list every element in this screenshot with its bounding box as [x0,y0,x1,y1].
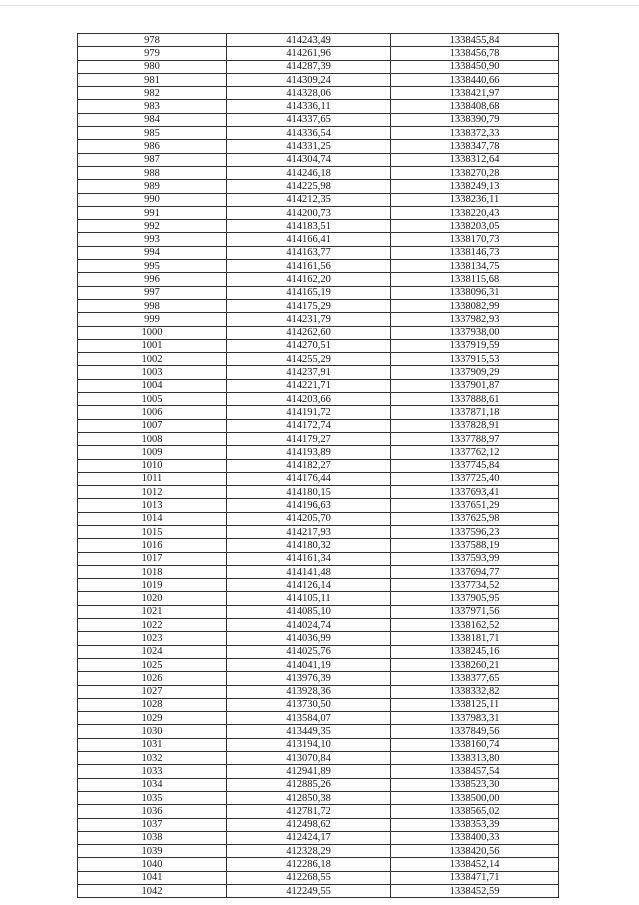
point-number-cell: 1005 [78,393,227,406]
point-number-cell: 1025 [78,658,227,671]
point-number-cell: 984 [78,113,227,126]
x-coordinate-cell: 414126,14 [227,579,391,592]
x-coordinate-cell: 414165,19 [227,286,391,299]
table-row [78,805,559,818]
point-number-cell: 1001 [78,339,227,352]
table-row [78,552,559,565]
table-row [78,353,559,366]
table-row [78,166,559,179]
point-number-cell: 1006 [78,406,227,419]
y-coordinate-cell: 1338181,71 [391,632,559,645]
x-coordinate-cell: 414221,71 [227,379,391,392]
y-coordinate-cell: 1337762,12 [391,446,559,459]
y-coordinate-cell: 1338456,78 [391,47,559,60]
y-coordinate-cell: 1337625,98 [391,512,559,525]
y-coordinate-cell: 1338220,43 [391,206,559,219]
y-coordinate-cell: 1337971,56 [391,605,559,618]
point-number-cell: 1038 [78,831,227,844]
table-row [78,220,559,233]
y-coordinate-cell: 1338420,56 [391,845,559,858]
y-coordinate-cell: 1338260,21 [391,658,559,671]
point-number-cell: 1021 [78,605,227,618]
table-row [78,406,559,419]
point-number-cell: 1009 [78,446,227,459]
table-row [78,339,559,352]
point-number-cell: 1004 [78,379,227,392]
x-coordinate-cell: 414182,27 [227,459,391,472]
y-coordinate-cell: 1337982,93 [391,313,559,326]
x-coordinate-cell: 414237,91 [227,366,391,379]
point-number-cell: 1042 [78,885,227,898]
table-row [78,858,559,871]
table-row [78,539,559,552]
x-coordinate-cell: 414203,66 [227,393,391,406]
point-number-cell: 982 [78,87,227,100]
scan-edge-line [0,5,639,6]
y-coordinate-cell: 1337725,40 [391,472,559,485]
y-coordinate-cell: 1337788,97 [391,432,559,445]
point-number-cell: 988 [78,166,227,179]
point-number-cell: 1028 [78,698,227,711]
x-coordinate-cell: 414179,27 [227,432,391,445]
table-row [78,366,559,379]
table-row [78,140,559,153]
point-number-cell: 1033 [78,765,227,778]
table-row [78,233,559,246]
y-coordinate-cell: 1338347,78 [391,140,559,153]
x-coordinate-cell: 414231,79 [227,313,391,326]
table-row [78,712,559,725]
table-row [78,286,559,299]
y-coordinate-cell: 1337938,00 [391,326,559,339]
y-coordinate-cell: 1337694,77 [391,565,559,578]
table-row [78,193,559,206]
x-coordinate-cell: 412328,29 [227,845,391,858]
table-row [78,113,559,126]
y-coordinate-cell: 1338452,14 [391,858,559,871]
y-coordinate-cell: 1337871,18 [391,406,559,419]
y-coordinate-cell: 1337901,87 [391,379,559,392]
x-coordinate-cell: 412885,26 [227,778,391,791]
table-row [78,472,559,485]
point-number-cell: 1013 [78,499,227,512]
point-number-cell: 1037 [78,818,227,831]
point-number-cell: 1019 [78,579,227,592]
y-coordinate-cell: 1338134,75 [391,260,559,273]
y-coordinate-cell: 1338523,30 [391,778,559,791]
point-number-cell: 999 [78,313,227,326]
point-number-cell: 993 [78,233,227,246]
y-coordinate-cell: 1337593,99 [391,552,559,565]
table-row [78,153,559,166]
point-number-cell: 1031 [78,738,227,751]
y-coordinate-cell: 1338236,11 [391,193,559,206]
table-row [78,34,559,47]
y-coordinate-cell: 1338452,59 [391,885,559,898]
table-row [78,645,559,658]
point-number-cell: 990 [78,193,227,206]
table-row [78,778,559,791]
table-row [78,87,559,100]
x-coordinate-cell: 414328,06 [227,87,391,100]
y-coordinate-cell: 1338408,68 [391,100,559,113]
table-row [78,326,559,339]
table-row [78,871,559,884]
x-coordinate-cell: 414166,41 [227,233,391,246]
point-number-cell: 1002 [78,353,227,366]
point-number-cell: 1029 [78,712,227,725]
x-coordinate-cell: 414331,25 [227,140,391,153]
x-coordinate-cell: 414180,32 [227,539,391,552]
point-number-cell: 1022 [78,619,227,632]
y-coordinate-cell: 1338353,39 [391,818,559,831]
y-coordinate-cell: 1338500,00 [391,791,559,804]
x-coordinate-cell: 414161,56 [227,260,391,273]
x-coordinate-cell: 414225,98 [227,180,391,193]
table-row [78,499,559,512]
x-coordinate-cell: 413584,07 [227,712,391,725]
point-number-cell: 1016 [78,539,227,552]
table-row [78,818,559,831]
y-coordinate-cell: 1338162,52 [391,619,559,632]
y-coordinate-cell: 1338203,05 [391,220,559,233]
y-coordinate-cell: 1338125,11 [391,698,559,711]
y-coordinate-cell: 1337828,91 [391,419,559,432]
y-coordinate-cell: 1337745,84 [391,459,559,472]
point-number-cell: 1008 [78,432,227,445]
table-row [78,260,559,273]
point-number-cell: 1024 [78,645,227,658]
point-number-cell: 1026 [78,672,227,685]
y-coordinate-cell: 1338372,33 [391,127,559,140]
x-coordinate-cell: 414255,29 [227,353,391,366]
x-coordinate-cell: 414200,73 [227,206,391,219]
x-coordinate-cell: 414085,10 [227,605,391,618]
x-coordinate-cell: 414163,77 [227,246,391,259]
table-row [78,672,559,685]
y-coordinate-cell: 1338313,80 [391,752,559,765]
y-coordinate-cell: 1338471,71 [391,871,559,884]
x-coordinate-cell: 412424,17 [227,831,391,844]
x-coordinate-cell: 414162,20 [227,273,391,286]
y-coordinate-cell: 1338377,65 [391,672,559,685]
table-row [78,632,559,645]
x-coordinate-cell: 414336,54 [227,127,391,140]
y-coordinate-cell: 1338457,54 [391,765,559,778]
point-number-cell: 994 [78,246,227,259]
y-coordinate-cell: 1338082,99 [391,299,559,312]
point-number-cell: 1040 [78,858,227,871]
x-coordinate-cell: 414287,39 [227,60,391,73]
y-coordinate-cell: 1338400,33 [391,831,559,844]
point-number-cell: 1014 [78,512,227,525]
x-coordinate-cell: 412498,62 [227,818,391,831]
y-coordinate-cell: 1338146,73 [391,246,559,259]
table-row [78,605,559,618]
x-coordinate-cell: 413194,10 [227,738,391,751]
x-coordinate-cell: 414337,65 [227,113,391,126]
table-row [78,685,559,698]
table-row [78,738,559,751]
table-row [78,432,559,445]
x-coordinate-cell: 414172,74 [227,419,391,432]
point-number-cell: 1011 [78,472,227,485]
table-row [78,60,559,73]
point-number-cell: 1039 [78,845,227,858]
y-coordinate-cell: 1337588,19 [391,539,559,552]
point-number-cell: 1036 [78,805,227,818]
point-number-cell: 1015 [78,525,227,538]
x-coordinate-cell: 413449,35 [227,725,391,738]
y-coordinate-cell: 1338115,68 [391,273,559,286]
y-coordinate-cell: 1338565,02 [391,805,559,818]
table-row [78,831,559,844]
point-number-cell: 1027 [78,685,227,698]
table-row [78,127,559,140]
point-number-cell: 1000 [78,326,227,339]
point-number-cell: 997 [78,286,227,299]
y-coordinate-cell: 1337888,61 [391,393,559,406]
y-coordinate-cell: 1337919,59 [391,339,559,352]
table-row [78,791,559,804]
x-coordinate-cell: 412249,55 [227,885,391,898]
table-row [78,100,559,113]
x-coordinate-cell: 414036,99 [227,632,391,645]
x-coordinate-cell: 414270,51 [227,339,391,352]
y-coordinate-cell: 1338249,13 [391,180,559,193]
table-row [78,379,559,392]
table-row [78,486,559,499]
point-number-cell: 1017 [78,552,227,565]
x-coordinate-cell: 413976,39 [227,672,391,685]
table-row [78,619,559,632]
coordinates-table-body [78,34,559,898]
x-coordinate-cell: 413730,50 [227,698,391,711]
y-coordinate-cell: 1338332,82 [391,685,559,698]
table-row [78,73,559,86]
y-coordinate-cell: 1337651,29 [391,499,559,512]
x-coordinate-cell: 412941,89 [227,765,391,778]
point-number-cell: 981 [78,73,227,86]
x-coordinate-cell: 414205,70 [227,512,391,525]
y-coordinate-cell: 1338096,31 [391,286,559,299]
point-number-cell: 989 [78,180,227,193]
table-row [78,419,559,432]
table-row [78,765,559,778]
x-coordinate-cell: 414243,49 [227,34,391,47]
table-row [78,525,559,538]
x-coordinate-cell: 414196,63 [227,499,391,512]
table-row [78,206,559,219]
x-coordinate-cell: 414309,24 [227,73,391,86]
x-coordinate-cell: 414217,93 [227,525,391,538]
point-number-cell: 1003 [78,366,227,379]
x-coordinate-cell: 414191,72 [227,406,391,419]
table-row [78,180,559,193]
point-number-cell: 996 [78,273,227,286]
table-row [78,47,559,60]
point-number-cell: 1012 [78,486,227,499]
x-coordinate-cell: 414025,76 [227,645,391,658]
x-coordinate-cell: 414141,48 [227,565,391,578]
x-coordinate-cell: 412850,38 [227,791,391,804]
point-number-cell: 985 [78,127,227,140]
y-coordinate-cell: 1337905,95 [391,592,559,605]
point-number-cell: 1018 [78,565,227,578]
y-coordinate-cell: 1337596,23 [391,525,559,538]
table-row [78,459,559,472]
y-coordinate-cell: 1338245,16 [391,645,559,658]
table-row [78,658,559,671]
point-number-cell: 1010 [78,459,227,472]
table-row [78,579,559,592]
table-row [78,446,559,459]
table-row [78,273,559,286]
y-coordinate-cell: 1338440,66 [391,73,559,86]
x-coordinate-cell: 413070,84 [227,752,391,765]
x-coordinate-cell: 414175,29 [227,299,391,312]
point-number-cell: 1007 [78,419,227,432]
point-number-cell: 998 [78,299,227,312]
table-row [78,313,559,326]
x-coordinate-cell: 414246,18 [227,166,391,179]
y-coordinate-cell: 1338270,28 [391,166,559,179]
y-coordinate-cell: 1338170,73 [391,233,559,246]
point-number-cell: 1030 [78,725,227,738]
table-row [78,299,559,312]
x-coordinate-cell: 414024,74 [227,619,391,632]
table-row [78,246,559,259]
y-coordinate-cell: 1338421,97 [391,87,559,100]
point-number-cell: 995 [78,260,227,273]
point-number-cell: 983 [78,100,227,113]
x-coordinate-cell: 414183,51 [227,220,391,233]
x-coordinate-cell: 414193,89 [227,446,391,459]
y-coordinate-cell: 1338455,84 [391,34,559,47]
x-coordinate-cell: 413928,36 [227,685,391,698]
x-coordinate-cell: 414176,44 [227,472,391,485]
point-number-cell: 992 [78,220,227,233]
point-number-cell: 1035 [78,791,227,804]
y-coordinate-cell: 1338450,90 [391,60,559,73]
x-coordinate-cell: 414041,19 [227,658,391,671]
x-coordinate-cell: 414105,11 [227,592,391,605]
point-number-cell: 991 [78,206,227,219]
x-coordinate-cell: 414180,15 [227,486,391,499]
table-row [78,725,559,738]
x-coordinate-cell: 412781,72 [227,805,391,818]
point-number-cell: 1020 [78,592,227,605]
table-row [78,698,559,711]
point-number-cell: 980 [78,60,227,73]
table-row [78,592,559,605]
x-coordinate-cell: 414161,34 [227,552,391,565]
coordinates-table [77,33,559,898]
x-coordinate-cell: 414212,35 [227,193,391,206]
x-coordinate-cell: 414262,60 [227,326,391,339]
y-coordinate-cell: 1337909,29 [391,366,559,379]
x-coordinate-cell: 412268,55 [227,871,391,884]
point-number-cell: 986 [78,140,227,153]
y-coordinate-cell: 1338160,74 [391,738,559,751]
table-row [78,565,559,578]
x-coordinate-cell: 412286,18 [227,858,391,871]
x-coordinate-cell: 414304,74 [227,153,391,166]
point-number-cell: 1041 [78,871,227,884]
y-coordinate-cell: 1338390,79 [391,113,559,126]
y-coordinate-cell: 1337915,53 [391,353,559,366]
table-row [78,393,559,406]
point-number-cell: 1023 [78,632,227,645]
point-number-cell: 979 [78,47,227,60]
x-coordinate-cell: 414261,96 [227,47,391,60]
table-row [78,885,559,898]
point-number-cell: 1032 [78,752,227,765]
table-row [78,752,559,765]
point-number-cell: 987 [78,153,227,166]
x-coordinate-cell: 414336,11 [227,100,391,113]
table-row [78,845,559,858]
y-coordinate-cell: 1337983,31 [391,712,559,725]
y-coordinate-cell: 1337693,41 [391,486,559,499]
point-number-cell: 978 [78,34,227,47]
y-coordinate-cell: 1337734,52 [391,579,559,592]
point-number-cell: 1034 [78,778,227,791]
table-row [78,512,559,525]
y-coordinate-cell: 1337849,56 [391,725,559,738]
y-coordinate-cell: 1338312,64 [391,153,559,166]
